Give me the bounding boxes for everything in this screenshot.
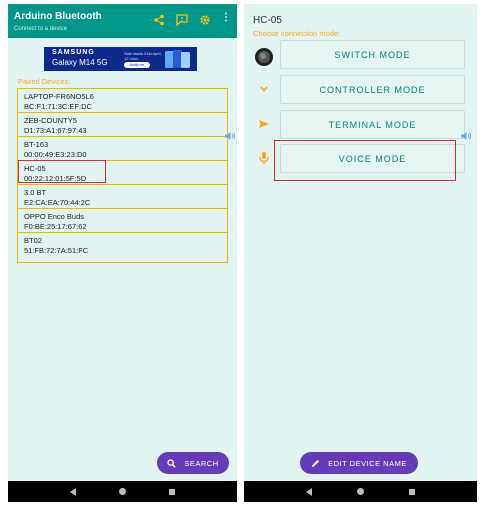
edit-device-name-label: EDIT DEVICE NAME bbox=[328, 458, 407, 468]
terminal-mode-label: TERMINAL MODE bbox=[328, 119, 417, 130]
list-item[interactable] bbox=[18, 233, 227, 257]
selection-highlight bbox=[18, 160, 106, 183]
share-icon[interactable] bbox=[153, 14, 165, 26]
ad-banner[interactable] bbox=[44, 47, 197, 71]
back-icon[interactable] bbox=[70, 488, 76, 496]
feedback-icon[interactable] bbox=[176, 14, 188, 26]
list-item[interactable] bbox=[18, 113, 227, 137]
search-label: SEARCH bbox=[184, 458, 219, 468]
home-icon[interactable] bbox=[357, 488, 364, 495]
microphone-icon bbox=[254, 148, 274, 168]
device-mac: 00:22:12:01:5F:5D bbox=[24, 174, 87, 183]
controller-mode-button[interactable] bbox=[280, 75, 465, 104]
back-icon[interactable] bbox=[306, 488, 312, 496]
connection-mode-screen bbox=[244, 4, 477, 502]
device-list-screen bbox=[8, 4, 237, 502]
device-name: OPPO Enco Buds bbox=[24, 212, 85, 221]
search-button[interactable] bbox=[157, 452, 229, 474]
volume-icon bbox=[224, 131, 236, 141]
switch-mode-button[interactable] bbox=[280, 40, 465, 69]
device-name: LAPTOP-FR6NO5L6 bbox=[24, 92, 94, 101]
banner-model: Galaxy M14 5G bbox=[52, 58, 108, 67]
system-nav-bar bbox=[8, 481, 237, 502]
list-item[interactable] bbox=[18, 137, 227, 161]
device-mac: 00:00:49:E3:23:D0 bbox=[24, 150, 87, 159]
list-item[interactable] bbox=[18, 209, 227, 233]
send-icon bbox=[254, 114, 274, 134]
edit-icon bbox=[311, 459, 320, 468]
list-item[interactable] bbox=[18, 89, 227, 113]
phone-image-icon bbox=[163, 49, 191, 69]
device-name: HC-05 bbox=[24, 164, 46, 173]
switch-mode-label: SWITCH MODE bbox=[334, 49, 411, 60]
recents-icon[interactable] bbox=[169, 489, 175, 495]
device-title: HC-05 bbox=[253, 15, 282, 26]
app-bar bbox=[8, 4, 237, 38]
home-icon[interactable] bbox=[119, 488, 126, 495]
toggle-knob-icon bbox=[254, 47, 274, 67]
banner-notify-button[interactable]: Notify me bbox=[124, 62, 150, 68]
voice-mode-label: VOICE MODE bbox=[338, 153, 407, 164]
device-name: 3.0 BT bbox=[24, 188, 47, 197]
settings-icon[interactable] bbox=[199, 14, 211, 26]
device-name: BT02 bbox=[24, 236, 42, 245]
app-subtitle: Connect to a device bbox=[14, 26, 68, 32]
device-mac: 51:FB:72:7A:51:FC bbox=[24, 246, 89, 255]
recents-icon[interactable] bbox=[409, 489, 415, 495]
system-nav-bar bbox=[244, 481, 477, 502]
chevron-down-icon bbox=[254, 79, 274, 99]
selection-highlight bbox=[274, 140, 456, 181]
more-vert-icon[interactable]: ⋮ bbox=[221, 12, 231, 23]
volume-icon bbox=[460, 131, 472, 141]
edit-device-name-button[interactable] bbox=[300, 452, 418, 474]
list-item[interactable] bbox=[18, 185, 227, 209]
device-mac: F0:BE:25:17:67:62 bbox=[24, 222, 87, 231]
device-mac: D1:73:A1:67:97:43 bbox=[24, 126, 87, 135]
search-icon bbox=[167, 459, 176, 468]
device-mac: E2:CA:EA:70:44:2C bbox=[24, 198, 91, 207]
app-title: Arduino Bluetooth bbox=[14, 11, 102, 22]
paired-devices-label: Paired Devices: bbox=[18, 77, 71, 86]
banner-brand: SAMSUNG bbox=[52, 49, 95, 56]
device-mac: BC:F1:71:3C:EF:DC bbox=[24, 102, 92, 111]
controller-mode-label: CONTROLLER MODE bbox=[319, 84, 426, 95]
terminal-mode-button[interactable] bbox=[280, 110, 465, 139]
banner-promo: Sale starts 21st April, 12 noon bbox=[124, 51, 162, 61]
device-name: BT-163 bbox=[24, 140, 49, 149]
device-name: ZEB-COUNTY5 bbox=[24, 116, 77, 125]
mode-label: Choose connection mode: bbox=[253, 29, 341, 38]
